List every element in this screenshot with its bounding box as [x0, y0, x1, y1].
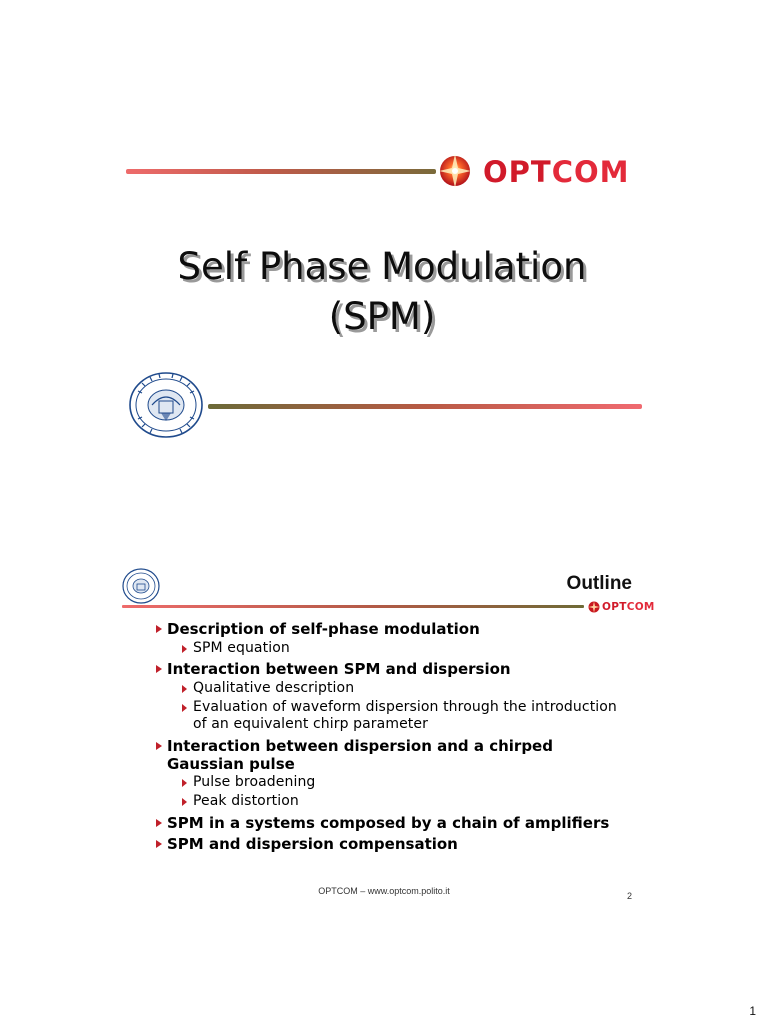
outline-item: Description of self-phase modulation [156, 620, 626, 638]
optcom-logo-small-text: OPTCOM [602, 601, 655, 613]
outline-item: SPM in a systems composed by a chain of amplifiers [156, 814, 626, 832]
slide-title-line2: (SPM) [328, 295, 436, 338]
outline-item: Interaction between dispersion and a chirped Gaussian pulse [156, 737, 626, 773]
page-number: 1 [749, 1004, 756, 1018]
outline-list [156, 617, 626, 853]
bullet-arrow-icon [182, 685, 187, 693]
optcom-star-icon [437, 152, 473, 190]
outline-subitem: Peak distortion [182, 793, 626, 811]
politecnico-seal-small-icon [122, 568, 160, 604]
outline-subitem: Pulse broadening [182, 774, 626, 792]
bullet-arrow-icon [156, 742, 162, 750]
slide-number: 2 [626, 891, 632, 901]
bullet-arrow-icon [182, 645, 187, 653]
outline-subitem: SPM equation [182, 640, 626, 658]
outline-heading: Outline [566, 573, 632, 594]
bullet-arrow-icon [156, 819, 162, 827]
optcom-logo [437, 152, 647, 192]
slide-title [80, 242, 684, 342]
decorative-line-outline [122, 605, 584, 608]
optcom-logo-text: OPTCOM [483, 155, 630, 189]
bullet-arrow-icon [156, 840, 162, 848]
bullet-arrow-icon [182, 779, 187, 787]
outline-item: Interaction between SPM and dispersion [156, 660, 626, 678]
slide-title-line1: Self Phase Modulation [177, 245, 587, 288]
bullet-arrow-icon [156, 625, 162, 633]
politecnico-seal-icon [128, 371, 204, 439]
bullet-arrow-icon [182, 704, 187, 712]
bullet-arrow-icon [182, 798, 187, 806]
decorative-line-top [126, 169, 436, 174]
outline-subitem: Evaluation of waveform dispersion through the introduction of an equivalent chirp parameter [182, 699, 626, 734]
bullet-arrow-icon [156, 665, 162, 673]
decorative-line-middle [208, 404, 642, 409]
outline-item: SPM and dispersion compensation [156, 835, 626, 853]
slide-footer: OPTCOM – www.optcom.polito.it [318, 886, 450, 896]
outline-subitem: Qualitative description [182, 680, 626, 698]
optcom-logo-small [588, 600, 655, 616]
optcom-star-small-icon [588, 601, 600, 613]
